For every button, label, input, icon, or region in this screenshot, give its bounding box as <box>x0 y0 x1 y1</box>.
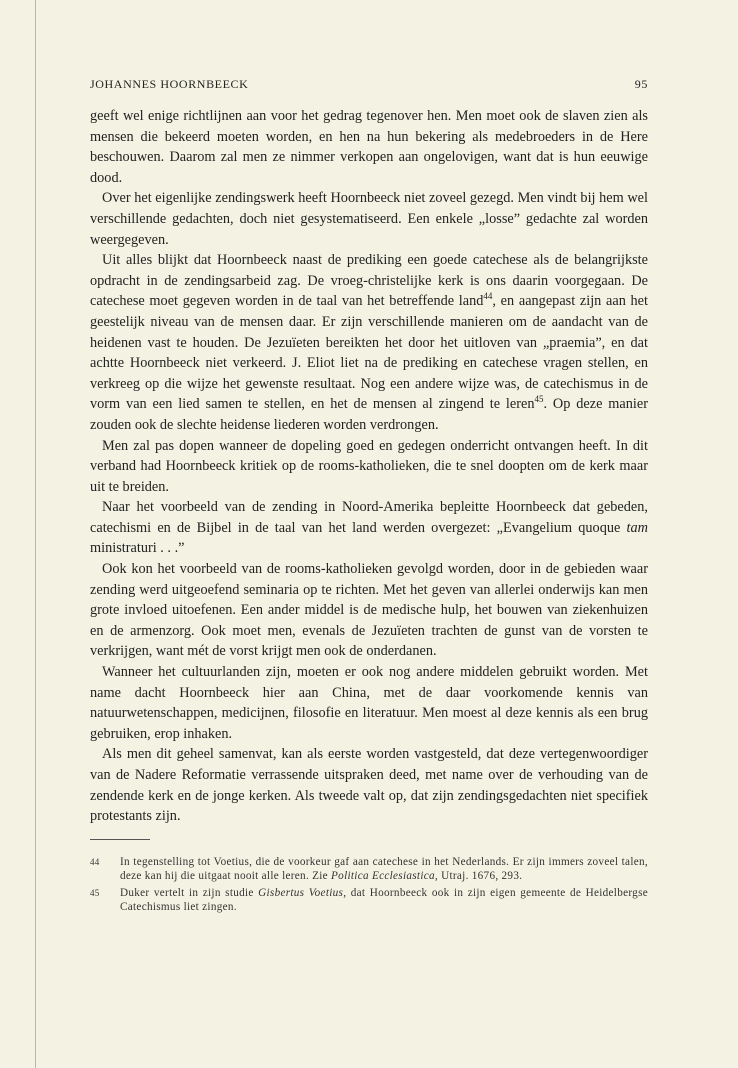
footnote-text-a: Duker vertelt in zijn studie <box>120 886 259 899</box>
main-text <box>90 106 648 827</box>
paragraph-3 <box>90 250 648 435</box>
paragraph-1: geeft wel enige richtlijnen aan voor het gedrag tegenover hen. Men moet ook de slaven zien als mensen die bekeerd moeten worden, en hen na hun bekering als medebroeders in de Here beschouwen. Daarom zal men ze nimmer verkopen aan ongelovigen, want dat is hun eeuwige dood. <box>90 108 648 186</box>
footnote-ref-45[interactable]: 45 <box>534 394 544 405</box>
paragraph-3-text-b: , en aangepast zijn aan het geestelijk niveau van de mensen daar. Er zijn verschillende manieren om de aandacht van de heidenen vast te houden. De Jezuïeten bereikten het door het uitloven van „praemia”, en dat achtte Hoornbeeck niet verkeerd. J. Eliot liet na de prediking en catechese vragen stellen, en verkreeg op die wijze het gewenste resultaat. Nog een andere wijze was, de catechismus in de vorm van een lied samen te stellen, en het de mensen al zingend te leren <box>90 293 648 413</box>
paragraph-3-text-c: . Op deze manier zouden ook de slechte heidense liederen worden verdrongen. <box>90 396 648 433</box>
page-number: 95 <box>634 77 648 91</box>
footnote-text-b: dat Hoornbeeck ook in zijn eigen gemeente de Heidelbergse Catechismus liet zingen. <box>120 886 648 914</box>
paragraph-5 <box>90 497 648 559</box>
footnote-rule <box>90 839 150 840</box>
paragraph-6: Ook kon het voorbeeld van de rooms-katholieken gevolgd worden, door in de gebieden waar zending werd uitgeoefend seminaria op te richten. Met het geven van allerlei onderwijs kan men grote invloed uitoefenen. Een ander middel is de medische hulp, het bouwen van ziekenhuizen en de armenzorg. Ook moet men, evenals de Jezuïeten trachten de gunst van de vorsten te verkrijgen, want mét de vorst krijgt men ook de onderdanen. <box>90 561 648 660</box>
running-title: JOHANNES HOORNBEECK <box>90 77 249 91</box>
paragraph-4: Men zal pas dopen wanneer de dopeling goed en gedegen onderricht ontvangen heeft. In dit verband had Hoornbeeck kritiek op de rooms-katholieken, die te snel doopten om de kerk maar uit te breiden. <box>90 437 648 495</box>
paragraph-5-italic: tam <box>626 519 648 536</box>
footnote-ref-44[interactable]: 44 <box>483 291 493 302</box>
footnote-italic: Politica Ecclesiastica, <box>331 870 438 883</box>
footnote-text-a: In tegenstelling tot Voetius, die de voorkeur gaf aan catechese in het Nederlands. Er zijn immers zoveel talen, deze kan hij die uitgaat nooit alle leren. Zie <box>120 856 648 883</box>
footnote-45 <box>90 886 648 915</box>
paragraph-7: Wanneer het cultuurlanden zijn, moeten er ook nog andere middelen gebruikt worden. Met name dacht Hoornbeeck hier aan China, met de daar voorkomende kennis van natuurwetenschappen, medicijnen, filosofie en literatuur. Men moest al deze kennis als een brug gebruiken, erop inhaken. <box>90 664 648 742</box>
paragraph-3-text-a: Uit alles blijkt dat Hoornbeeck naast de prediking een goede catechese als de belangrijkste opdracht in de zendingsarbeid zag. De vroeg-christelijke kerk is ons daarin voorgegaan. De catechese moet gegeven worden in de taal van het betreffende land <box>90 252 648 310</box>
footnote-text-b: Utraj. 1676, 293. <box>437 870 523 883</box>
footnote-number: 44 <box>90 857 100 867</box>
footnote-number: 45 <box>90 887 100 898</box>
paragraph-8: Als men dit geheel samenvat, kan als eerste worden vastgesteld, dat deze vertegenwoordiger van de Nadere Reformatie verrassende uitspraken deed, met name over de verhouding van de zendende kerk en de jonge kerken. Als tweede valt op, dat zijn zendingsgedachten niet specifiek protestants zijn. <box>90 746 648 825</box>
page-edge-line <box>35 0 36 1068</box>
footnote-44 <box>90 855 648 884</box>
paragraph-5-text-b: ministraturi . . .” <box>90 540 185 557</box>
footnote-italic: Gisbertus Voetius, <box>258 886 347 899</box>
paragraph-5-text-a: Naar het voorbeeld van de zending in Noord-Amerika bepleitte Hoornbeeck dat gebeden, catechismi en de Bijbel in de taal van het land werden overgezet: „Evangelium quoque <box>90 499 648 536</box>
running-header <box>90 77 648 95</box>
footnotes <box>90 855 648 917</box>
paragraph-2: Over het eigenlijke zendingswerk heeft Hoornbeeck niet zoveel gezegd. Men vindt bij hem wel verschillende gedachten, doch niet gesystematiseerd. Een enkele „losse” gedachte zal worden weergegeven. <box>90 190 648 248</box>
